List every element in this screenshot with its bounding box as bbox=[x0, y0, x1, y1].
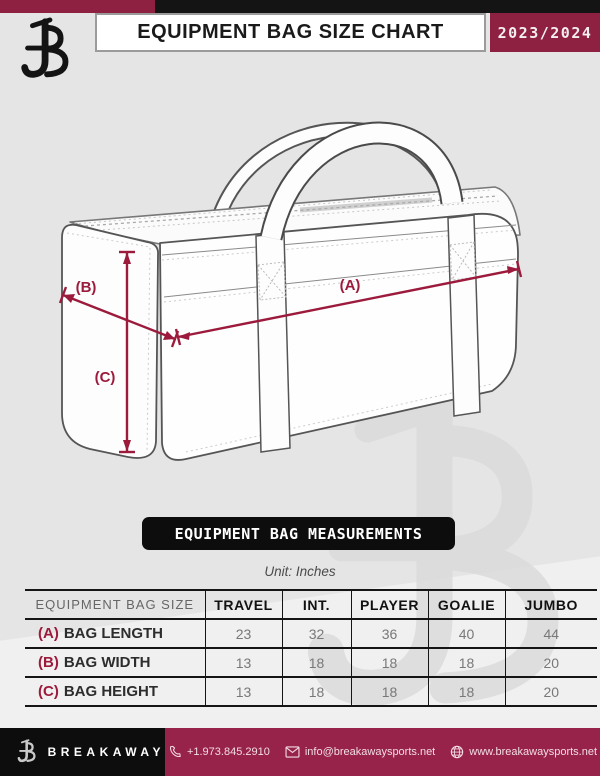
footer-brand-block bbox=[0, 728, 165, 776]
cell-height-goalie: 18 bbox=[428, 677, 505, 706]
footer-breakaway-logo-icon bbox=[16, 737, 40, 767]
email-icon bbox=[285, 746, 300, 758]
top-strip-maroon bbox=[0, 0, 155, 13]
cell-length-goalie: 40 bbox=[428, 619, 505, 648]
row-key-b: (B) bbox=[38, 654, 59, 671]
cell-length-jumbo: 44 bbox=[543, 625, 560, 642]
size-table bbox=[25, 589, 597, 707]
breakaway-logo-icon bbox=[16, 16, 80, 86]
page-title-box bbox=[95, 13, 486, 52]
cell-width-goalie: 18 bbox=[428, 648, 505, 677]
column-header-travel: TRAVEL bbox=[205, 590, 282, 619]
footer-phone-number: +1.973.845.2910 bbox=[186, 746, 270, 758]
table-row-bag-width bbox=[25, 648, 597, 677]
footer-contact-block bbox=[165, 728, 600, 776]
row-text-bag-length: BAG LENGTH bbox=[63, 625, 163, 642]
row-label-bag-length bbox=[25, 619, 205, 648]
footer-website-url: www.breakawaysports.net bbox=[469, 746, 598, 758]
phone-icon bbox=[168, 745, 182, 759]
table-row-bag-length bbox=[25, 619, 597, 648]
dimension-label-b: (B) bbox=[75, 279, 97, 296]
row-key-a: (A) bbox=[38, 625, 59, 642]
top-strip-black bbox=[155, 0, 600, 13]
table-row-bag-height bbox=[25, 677, 597, 706]
row-key-c: (C) bbox=[38, 683, 59, 700]
footer-brand-name: BREAKAWAY bbox=[47, 745, 165, 759]
measurements-banner-label: EQUIPMENT BAG MEASUREMENTS bbox=[174, 524, 423, 543]
cell-height-travel: 13 bbox=[205, 677, 282, 706]
cell-height-int: 18 bbox=[282, 677, 351, 706]
cell-length-travel: 23 bbox=[205, 619, 282, 648]
page-title: EQUIPMENT BAG SIZE CHART bbox=[137, 21, 444, 43]
cell-width-travel: 13 bbox=[205, 648, 282, 677]
measurements-banner bbox=[142, 517, 455, 550]
column-header-int: INT. bbox=[282, 590, 351, 619]
season-badge bbox=[490, 13, 600, 52]
bag-side-face bbox=[62, 225, 158, 458]
cell-height-jumbo: 20 bbox=[543, 683, 560, 700]
column-header-player: PLAYER bbox=[351, 590, 428, 619]
column-header-jumbo: JUMBO bbox=[524, 596, 579, 613]
cell-width-jumbo: 20 bbox=[543, 654, 560, 671]
footer bbox=[0, 728, 600, 776]
equipment-bag-diagram bbox=[0, 75, 600, 525]
season-label: 2023/2024 bbox=[497, 23, 593, 42]
row-text-bag-width: BAG WIDTH bbox=[63, 654, 151, 671]
dimension-label-a: (A) bbox=[339, 277, 361, 294]
table-header-row bbox=[25, 590, 597, 619]
footer-phone bbox=[168, 745, 270, 759]
cell-width-player: 18 bbox=[351, 648, 428, 677]
dimension-label-c: (C) bbox=[94, 369, 116, 386]
footer-email bbox=[285, 746, 435, 758]
row-text-bag-height: BAG HEIGHT bbox=[63, 683, 158, 700]
footer-website bbox=[450, 745, 597, 759]
unit-label: Unit: Inches bbox=[264, 564, 336, 579]
cell-length-player: 36 bbox=[351, 619, 428, 648]
bag-strap-left bbox=[256, 233, 290, 452]
cell-height-player: 18 bbox=[351, 677, 428, 706]
column-header-goalie: GOALIE bbox=[428, 590, 505, 619]
footer-email-address: info@breakawaysports.net bbox=[304, 746, 436, 758]
cell-length-int: 32 bbox=[282, 619, 351, 648]
cell-width-int: 18 bbox=[282, 648, 351, 677]
bag-strap-right bbox=[448, 215, 480, 416]
row-label-bag-width bbox=[25, 648, 205, 677]
row-label-bag-height bbox=[25, 677, 205, 706]
globe-icon bbox=[450, 745, 464, 759]
column-header-size: EQUIPMENT BAG SIZE bbox=[25, 590, 205, 619]
